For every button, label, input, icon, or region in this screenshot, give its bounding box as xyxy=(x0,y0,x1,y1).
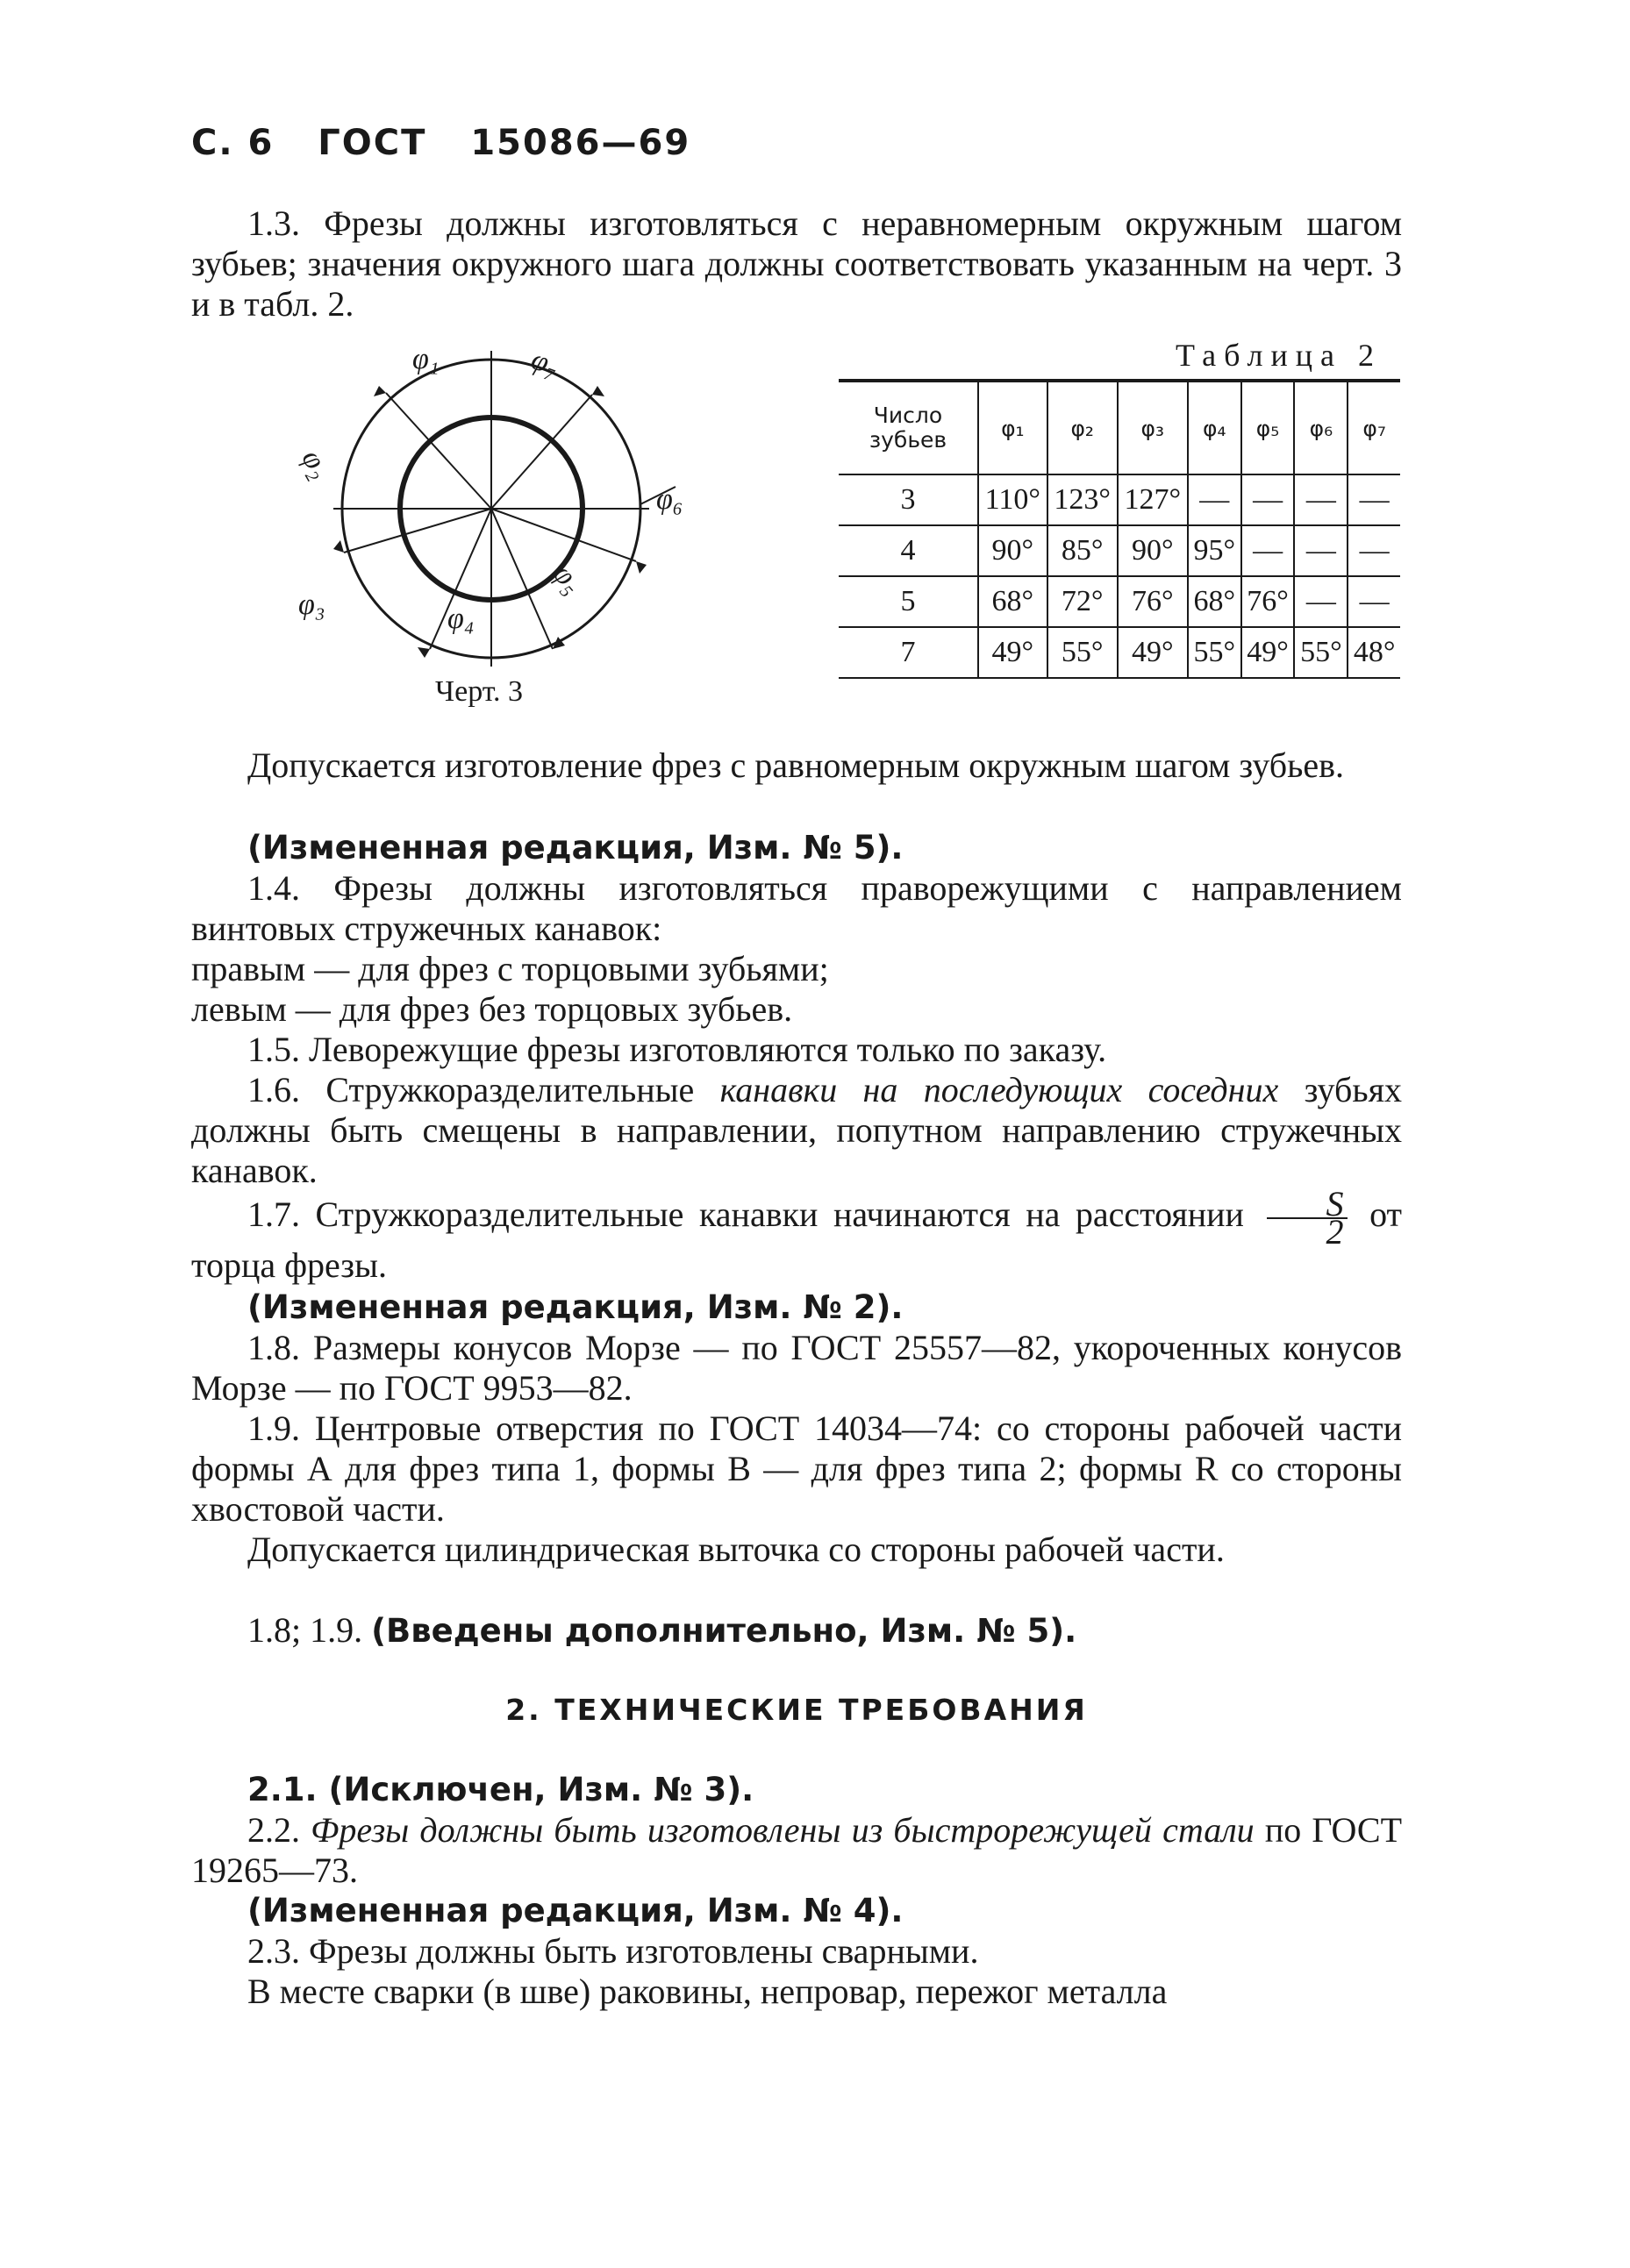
table-cell: 68° xyxy=(1188,576,1241,627)
table-cell: 68° xyxy=(978,576,1047,627)
paragraph-1-8-1-9-note xyxy=(191,1610,1402,1651)
arrow-6 xyxy=(636,561,647,574)
standard-label: ГОСТ xyxy=(318,123,427,163)
table-cell: 5 xyxy=(839,576,978,627)
arrow-2 xyxy=(592,386,604,396)
table-cell: — xyxy=(1294,474,1348,525)
table-cell: 49° xyxy=(978,627,1047,678)
table-row xyxy=(839,576,1400,627)
paragraph-1-6-italic: канавки на последующих соседних xyxy=(719,1070,1279,1109)
table-cell: 48° xyxy=(1348,627,1400,678)
table-cell: 55° xyxy=(1047,627,1118,678)
header-phi4: φ₄ xyxy=(1188,381,1241,474)
label-phi1: φ₁ xyxy=(412,343,440,375)
fraction-denominator: 2 xyxy=(1326,1212,1344,1252)
table-header-row xyxy=(839,381,1400,474)
introduced-additionally-note: (Введены дополнительно, Изм. № 5). xyxy=(371,1612,1077,1650)
arrow-3 xyxy=(333,540,344,553)
table-cell: — xyxy=(1348,474,1400,525)
table-cell: — xyxy=(1241,525,1295,576)
paragraph-2-2-italic: Фрезы должны быть изготовлены из быстрорежущей стали xyxy=(311,1810,1255,1850)
label-phi2: φ₂ xyxy=(295,444,337,484)
fraction-s-over-2 xyxy=(1267,1184,1348,1252)
amendment-note-2: (Измененная редакция, Изм. № 2). xyxy=(247,1288,904,1326)
amendment-note-5a: (Измененная редакция, Изм. № 5). xyxy=(247,829,904,867)
tooth-line-3 xyxy=(344,509,491,553)
header-teeth-count: Число зубьев xyxy=(839,381,978,474)
paragraph-1-9: 1.9. Центровые отверстия по ГОСТ 14034—74: со стороны рабочей части формы А для фрез типа 1, формы В — для фрез типа 2; формы R со стороны хвостовой части. xyxy=(191,1409,1402,1529)
label-phi3: φ₃ xyxy=(298,588,325,621)
table-row xyxy=(839,525,1400,576)
paragraph-1-7-end: от торца фрезы. xyxy=(191,1195,1403,1285)
paragraph-2-2-number: 2.2. xyxy=(247,1810,300,1850)
tooth-line-6 xyxy=(491,509,636,561)
paragraph-1-4-right: правым — для фрез с торцовыми зубьями; xyxy=(191,949,829,988)
table-cell: 90° xyxy=(1118,525,1188,576)
table-cell: 95° xyxy=(1188,525,1241,576)
paragraph-2-3: 2.3. Фрезы должны быть изготовлены сварными. xyxy=(247,1931,979,1971)
page-header xyxy=(191,123,720,163)
header-phi5: φ₅ xyxy=(1241,381,1295,474)
table-cell: 85° xyxy=(1047,525,1118,576)
header-phi1: φ₁ xyxy=(978,381,1047,474)
paragraph-1-7 xyxy=(191,1184,1403,1286)
header-phi6: φ₆ xyxy=(1294,381,1348,474)
paragraph-2-1: 2.1. (Исключен, Изм. № 3). xyxy=(247,1771,754,1808)
figure-caption: Черт. 3 xyxy=(435,675,524,708)
table-cell: — xyxy=(1348,576,1400,627)
table-cell: 90° xyxy=(978,525,1047,576)
standard-number: 15086—69 xyxy=(470,123,691,163)
table-cell: 49° xyxy=(1118,627,1188,678)
paragraph-1-7-start: 1.7. Стружкоразделительные канавки начинаются на расстоянии xyxy=(247,1195,1244,1235)
paragraph-1-5: 1.5. Леворежущие фрезы изготовляются только по заказу. xyxy=(247,1030,1107,1069)
arrow-4 xyxy=(418,647,430,658)
paragraph-allowed-recess: Допускается цилиндрическая выточка со стороны рабочей части. xyxy=(247,1530,1225,1569)
table-cell: 127° xyxy=(1118,474,1188,525)
table-cell: 49° xyxy=(1241,627,1295,678)
table-cell: 110° xyxy=(978,474,1047,525)
clauses-1-8-1-9: 1.8; 1.9. xyxy=(247,1610,363,1650)
paragraph-1-6 xyxy=(191,1070,1402,1191)
table-2 xyxy=(839,379,1400,679)
label-phi4: φ₄ xyxy=(447,603,475,635)
allowed-uniform-text: Допускается изготовление фрез с равномерным окружным шагом зубьев. xyxy=(247,745,1345,785)
tooth-line-2 xyxy=(491,395,592,509)
paragraph-1-4-left: левым — для фрез без торцовых зубьев. xyxy=(191,989,793,1029)
label-phi7: φ₇ xyxy=(526,343,564,383)
table-cell: — xyxy=(1294,525,1348,576)
table-cell: 76° xyxy=(1118,576,1188,627)
table-cell: 76° xyxy=(1241,576,1295,627)
table-row xyxy=(839,474,1400,525)
table-cell: — xyxy=(1294,576,1348,627)
table-cell: 4 xyxy=(839,525,978,576)
fraction-numerator: S xyxy=(1267,1191,1348,1219)
table-cell: 7 xyxy=(839,627,978,678)
figure-3-diagram xyxy=(290,342,693,675)
label-phi5: φ₅ xyxy=(547,558,590,600)
label-phi6: φ₆ xyxy=(656,483,683,516)
arrow-1 xyxy=(374,386,386,396)
paragraph-1-8: 1.8. Размеры конусов Морзе — по ГОСТ 25557—82, укороченных конусов Морзе — по ГОСТ 9953—82. xyxy=(191,1328,1402,1408)
paragraph-1-6-end: зубьях должны быть смещены в направлении, попутном направлению стружечных канавок. xyxy=(191,1070,1402,1190)
table-row xyxy=(839,627,1400,678)
page-number: С. 6 xyxy=(191,123,275,163)
header-phi2: φ₂ xyxy=(1047,381,1118,474)
table-cell: 123° xyxy=(1047,474,1118,525)
paragraph-2-2-end: по ГОСТ 19265—73. xyxy=(191,1810,1403,1890)
paragraph-2-2 xyxy=(191,1810,1402,1891)
section-2-heading: 2. ТЕХНИЧЕСКИЕ ТРЕБОВАНИЯ xyxy=(505,1693,1088,1727)
paragraph-allowed-uniform xyxy=(191,745,1402,786)
table-cell: 55° xyxy=(1294,627,1348,678)
header-phi7: φ₇ xyxy=(1348,381,1400,474)
table-cell: 55° xyxy=(1188,627,1241,678)
paragraph-1-4: 1.4. Фрезы должны изготовляться праворежущими с направлением винтовых стружечных канавок: xyxy=(191,868,1402,948)
header-phi3: φ₃ xyxy=(1118,381,1188,474)
paragraph-weld-defects: В месте сварки (в шве) раковины, непровар, пережог металла xyxy=(247,1972,1168,2011)
paragraph-1-3: 1.3. Фрезы должны изготовляться с неравномерным окружным шагом зубьев; значения окружного шага должны соответствовать указанным на черт. 3 и в табл. 2. xyxy=(191,203,1402,324)
table-cell: — xyxy=(1348,525,1400,576)
tooth-line-5 xyxy=(491,509,553,649)
table-cell: 72° xyxy=(1047,576,1118,627)
table-cell: — xyxy=(1188,474,1241,525)
table-title: Таблица 2 xyxy=(1176,338,1382,373)
table-cell: — xyxy=(1241,474,1295,525)
amendment-note-4: (Измененная редакция, Изм. № 4). xyxy=(247,1892,904,1929)
table-cell: 3 xyxy=(839,474,978,525)
paragraph-1-6-start: 1.6. Стружкоразделительные xyxy=(247,1070,695,1109)
